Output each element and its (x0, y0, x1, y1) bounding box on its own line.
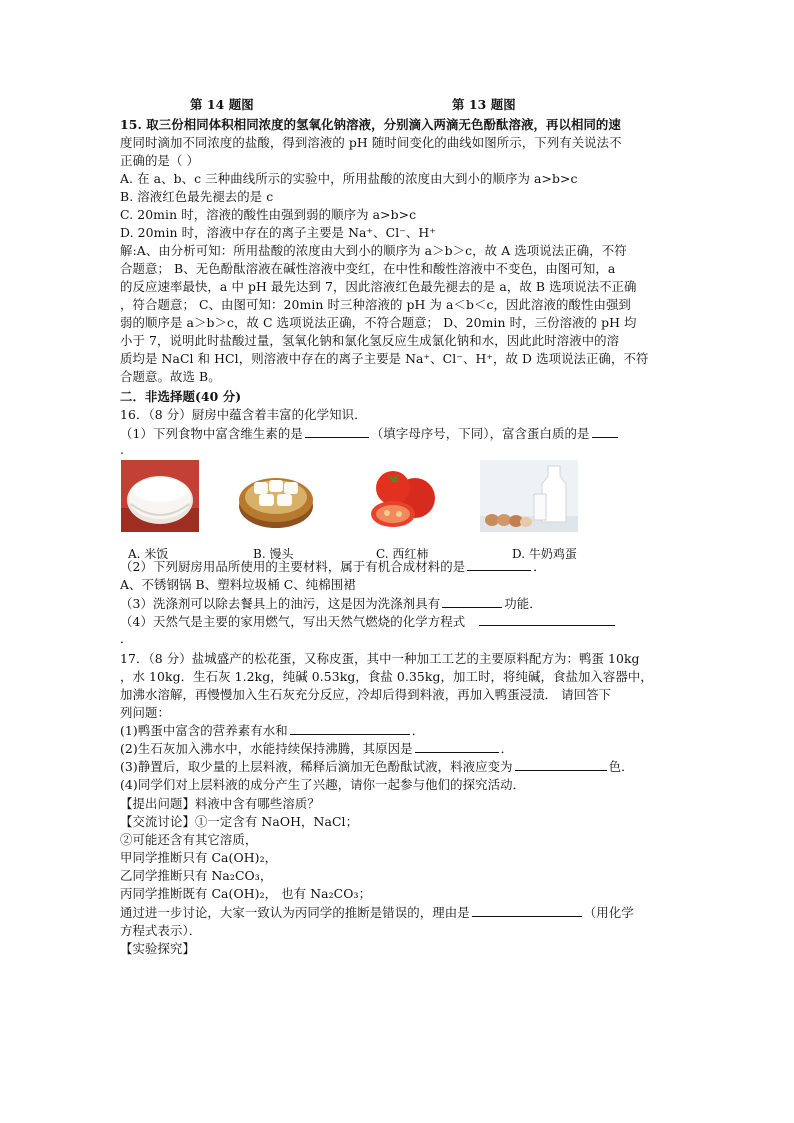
q17-discussion: 【交流讨论】①一定含有 NaOH，NaCl； (120, 814, 359, 829)
q16-part4: （4）天然气是主要的家用燃气，写出天然气燃烧的化学方程式 (120, 613, 617, 631)
q15-answer-7: 质均是 NaCl 和 HCl，则溶液中存在的离子主要是 Na⁺、Cl⁻、H⁺，故 D 选项说法正确，不符 (120, 351, 649, 366)
steamed-buns-image (237, 460, 315, 532)
q17-sub-1: (1)鸭蛋中富含的营养素有水和 ． (120, 723, 425, 738)
tomatoes-image (363, 460, 441, 532)
q16-part1-end: . (120, 442, 125, 457)
answer-blank[interactable] (592, 425, 618, 438)
image-label-a: A. 米饭 (128, 547, 169, 561)
q15-answer-3: 的反应速率最快，a 中 pH 最先达到 7，因此溶液红色最先褪去的是 a，故 B 选项说法不正确 (120, 279, 637, 294)
fig13-label: 第 13 题图 (452, 97, 516, 112)
image-label-d: D. 牛奶鸡蛋 (512, 547, 577, 561)
q17-student-bing: 丙同学推断既有 Ca(OH)₂， 也有 Na₂CO₃； (120, 886, 372, 901)
q16-part2: （2）下列厨房用品所使用的主要材料，属于有机合成材料的是 ． (120, 559, 546, 574)
q17-line-1: 17．（8 分）盐城盛产的松花蛋，又称皮蛋，其中一种加工工艺的主要原料配方为：鸭蛋 10kg (120, 651, 640, 666)
image-label-b: B. 馒头 (253, 547, 294, 561)
q15-option-c: C. 20min 时，溶液的酸性由强到弱的顺序为 a>b>c (120, 207, 417, 222)
answer-blank[interactable] (479, 613, 615, 626)
q17-line-2: ，水 10kg．生石灰 1.2kg，纯碱 0.53kg，食盐 0.35kg，加工时，将纯碱，食盐加入容器中， (120, 669, 653, 684)
q15-option-d: D. 20min 时，溶液中存在的离子主要是 Na⁺、Cl⁻、H⁺ (120, 225, 436, 240)
q15-option-a: A. 在 a、b、c 三种曲线所示的实验中，所用盐酸的浓度由大到小的顺序为 a>b>c (120, 171, 578, 186)
fig14-label: 第 14 题图 (190, 97, 254, 112)
answer-blank[interactable] (415, 740, 499, 753)
q17-student-jia: 甲同学推断只有 Ca(OH)₂， (120, 850, 278, 865)
q17-discussion-result: 通过进一步讨论，大家一致认为丙同学的推断是错误的，理由是 （用化学 (120, 905, 634, 920)
q17-sub-4: (4)同学们对上层料液的成分产生了兴趣，请你一起参与他们的探究活动． (120, 777, 526, 792)
q16-part3: （3）洗涤剂可以除去餐具上的油污，这是因为洗涤剂具有 功能． (120, 596, 542, 611)
answer-blank[interactable] (290, 722, 410, 735)
milk-eggs-image (480, 460, 578, 532)
q15-answer-2: 合题意； B、无色酚酞溶液在碱性溶液中变红，在中性和酸性溶液中不变色，由图可知，a (120, 261, 616, 276)
q16-part4-end: ． (120, 631, 133, 646)
q15-answer-6: 小于 7，说明此时盐酸过量，氢氧化钠和氯化氢反应生成氯化钠和水，因此此时溶液中的溶 (120, 333, 620, 348)
q16-title: 16．（8 分）厨房中蕴含着丰富的化学知识． (120, 407, 367, 422)
q15-answer-1: 解:A、由分析可知：所用盐酸的浓度由大到小的顺序为 a＞b＞c，故 A 选项说法正确，不符 (120, 243, 627, 258)
q15-stem-3: 正确的是（ ） (120, 153, 199, 168)
q17-line-3: 加沸水溶解，再慢慢加入生石灰充分反应，冷却后得到料液，再加入鸭蛋浸渍． 请回答下 (120, 687, 612, 702)
q17-sub-3: (3)静置后，取少量的上层料液，稀释后滴加无色酚酞试液，料液应变为 色． (120, 759, 634, 774)
q17-student-yi: 乙同学推断只有 Na₂CO₃， (120, 868, 273, 883)
section-heading: 二．非选择题(40 分) (120, 389, 242, 404)
q15-stem-2: 度同时滴加不同浓度的盐酸，得到溶液的 pH 随时间变化的曲线如图所示，下列有关说法不 (120, 135, 622, 150)
q17-ask-heading: 【提出问题】料液中含有哪些溶质？ (120, 796, 320, 811)
answer-blank[interactable] (467, 558, 531, 571)
q15-answer-8: 合题意。故选 B。 (120, 369, 221, 384)
answer-blank[interactable] (305, 425, 369, 438)
q15-answer-4: ，符合题意； C、由图可知：20min 时三种溶液的 pH 为 a＜b＜c，因此溶液的酸性由强到 (120, 297, 631, 312)
image-label-c: C. 西红柿 (376, 547, 429, 561)
q15-stem-1: 15. 取三份相同体积相同浓度的氢氧化钠溶液，分别滴入两滴无色酚酞溶液，再以相同的速 (120, 117, 621, 132)
answer-blank[interactable] (515, 758, 607, 771)
q17-experiment-heading: 【实验探究】 (120, 941, 195, 956)
q15-option-b: B. 溶液红色最先褪去的是 c (120, 189, 274, 204)
answer-blank[interactable] (472, 904, 582, 917)
q17-maybe: ②可能还含有其它溶质， (120, 832, 258, 847)
answer-blank[interactable] (442, 595, 502, 608)
q16-part2-options: A、不锈钢锅 B、塑料垃圾桶 C、纯棉围裙 (120, 577, 356, 592)
q15-answer-5: 弱的顺序是 a＞b＞c，故 C 选项说法正确，不符合题意； D、20min 时，三份溶液的 pH 均 (120, 315, 637, 330)
q17-discussion-result-end: 方程式表示）． (120, 923, 202, 938)
rice-bowl-image (121, 460, 199, 532)
q16-part1: （1）下列食物中富含维生素的是 （填字母序号，下同），富含蛋白质的是 (120, 425, 620, 443)
q17-sub-2: (2)生石灰加入沸水中，水能持续保持沸腾，其原因是 ． (120, 741, 514, 756)
q17-line-4: 列问题： (120, 705, 170, 720)
